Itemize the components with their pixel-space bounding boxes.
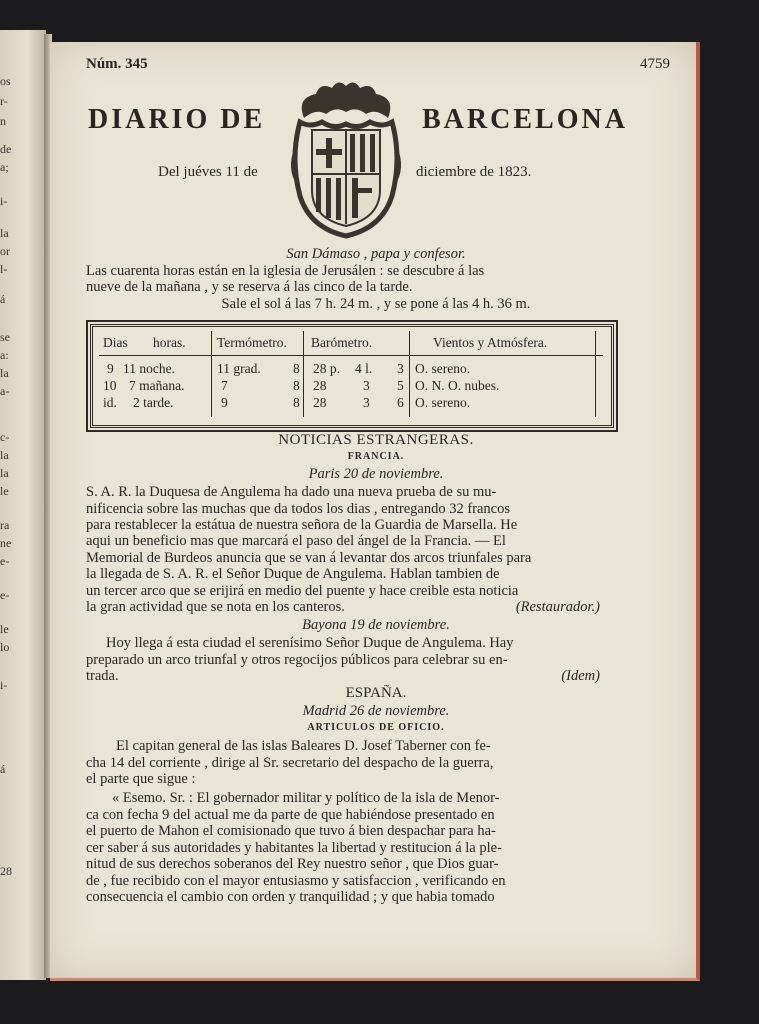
table-cell: 3: [363, 395, 370, 410]
article-line: de , fue recibido con el mayor entusiasmo y satisfaccion , verificando en: [86, 873, 506, 889]
dateline: Madrid 26 de noviembre.: [302, 703, 450, 719]
col-header-dias: Dias: [103, 335, 128, 350]
article-line: nitud de sus derechos soberanos del Rey nuestro señor , que Dios guar-: [86, 856, 499, 872]
table-cell: 7 mañana.: [129, 378, 185, 393]
article-line: el puerto de Mahon el comisionado que tuvo á bien despachar para ha-: [86, 823, 496, 839]
article-line: un tercer arco que se erijirá en medio del puente y hace creible esta noticia: [86, 583, 519, 599]
margin-fragment: la: [0, 466, 9, 480]
article-line: aqui un beneficio mas que marcará el paso del ángel de la Francia. — El: [86, 533, 506, 549]
margin-fragment: la: [0, 448, 9, 462]
article-line: consecuencia el cambio con orden y tranquilidad ; y que habia tomado: [86, 889, 495, 905]
subsection-heading: ARTÍCULOS DE OFICIO.: [307, 722, 445, 733]
table-cell: 8: [293, 378, 300, 393]
table-cell: 5: [397, 378, 404, 393]
margin-fragment: la: [0, 366, 9, 380]
table-cell: O. sereno.: [415, 395, 471, 410]
article-line: cer saber á sus autoridades y habitantes la libertad y restitucion á la ple-: [86, 840, 502, 856]
left-page-edge: [0, 30, 46, 980]
margin-fragment: lo: [0, 640, 10, 654]
margin-fragment: or: [0, 244, 10, 258]
table-cell: 28 p.: [313, 361, 340, 376]
weather-table: [90, 324, 614, 428]
masthead-title-left: DIARIO DE: [88, 104, 266, 135]
source-citation: (Idem): [561, 668, 600, 684]
margin-fragment: a:: [0, 348, 9, 362]
margin-fragment: le: [0, 484, 9, 498]
table-cell: O. sereno.: [415, 361, 471, 376]
margin-fragment: le: [0, 622, 9, 636]
margin-fragment: la: [0, 226, 9, 240]
intro-line: Las cuarenta horas están en la iglesia de Jerusálen : se descubre á las: [86, 263, 485, 279]
article-line: ca con fecha 9 del actual me da parte de que habiéndose presentado en: [86, 807, 495, 823]
article-line: S. A. R. la Duquesa de Angulema ha dado una nueva prueba de su mu-: [86, 484, 497, 500]
col-header-vientos: Vientos y Atmósfera.: [433, 335, 548, 350]
sun-times: Sale el sol á las 7 h. 24 m. , y se pone á las 4 h. 36 m.: [221, 296, 531, 312]
masthead-title-right: BARCELONA: [422, 104, 628, 135]
article-line: nificencia sobre las muchas que da todos los dias , entregando 32 francos: [86, 501, 510, 517]
barcelona-crest-icon: [286, 78, 406, 240]
table-cell: 4 l.: [355, 361, 373, 376]
margin-fragment: c-: [0, 430, 10, 444]
margin-fragment: n: [0, 114, 6, 128]
dateline: Bayona 19 de noviembre.: [302, 617, 450, 633]
margin-fragment: á: [0, 762, 6, 776]
saint-of-day: San Dámaso , papa y confesor.: [286, 246, 466, 262]
section-heading: NOTICIAS ESTRANGERAS.: [278, 432, 474, 448]
table-cell: 28: [313, 378, 327, 393]
col-header-barometro: Barómetro.: [311, 335, 373, 350]
subsection-heading: FRANCIA.: [347, 451, 405, 462]
table-cell: 9: [107, 361, 114, 376]
article-line: para restablecer la estátua de nuestra señora de la Guardia de Marsella. He: [86, 517, 518, 533]
table-cell: 6: [397, 395, 404, 410]
margin-fragment: i-: [0, 194, 8, 208]
margin-fragment: 28: [0, 864, 12, 878]
dateline: Paris 20 de noviembre.: [308, 466, 444, 482]
margin-fragment: os: [0, 74, 11, 88]
source-citation: (Restaurador.): [515, 599, 600, 615]
table-cell: 8: [293, 361, 300, 376]
table-divider: [303, 331, 304, 417]
article-line: El capitan general de las islas Baleares D. Josef Taberner con fe-: [116, 738, 491, 754]
table-cell: 11 grad.: [217, 361, 261, 376]
margin-fragment: ne: [0, 536, 12, 550]
date-right: diciembre de 1823.: [416, 164, 532, 180]
date-left: Del juéves 11 de: [158, 164, 258, 180]
newspaper-page: [50, 42, 700, 981]
article-line: el parte que sigue :: [86, 771, 196, 787]
margin-fragment: r-: [0, 94, 8, 108]
table-cell: 2 tarde.: [133, 395, 174, 410]
margin-fragment: de: [0, 142, 12, 156]
article-line: la llegada de S. A. R. el Señor Duque de Angulema. Hablan tambien de: [86, 566, 500, 582]
col-header-horas: horas.: [153, 335, 186, 350]
table-divider: [211, 331, 212, 417]
table-cell: 7: [221, 378, 228, 393]
margin-fragment: l-: [0, 262, 8, 276]
margin-fragment: se: [0, 330, 10, 344]
table-cell: 9: [221, 395, 228, 410]
table-cell: O. N. O. nubes.: [415, 378, 500, 393]
margin-fragment: a-: [0, 384, 10, 398]
table-cell: 8: [293, 395, 300, 410]
table-rule: [99, 355, 603, 356]
table-cell: 10: [103, 378, 117, 393]
article-line: « Esemo. Sr. : El gobernador militar y político de la isla de Menor-: [112, 790, 500, 806]
article-line: cha 14 del corriente , dirige al Sr. secretario del despacho de la guerra,: [86, 755, 494, 771]
margin-fragment: e-: [0, 554, 10, 568]
table-divider: [409, 331, 410, 417]
article-line: trada.: [86, 668, 119, 684]
margin-fragment: e-: [0, 588, 10, 602]
article-line: Hoy llega á esta ciudad el serenísimo Señor Duque de Angulema. Hay: [106, 635, 514, 651]
table-cell: 11 noche.: [123, 361, 175, 376]
margin-fragment: i-: [0, 678, 8, 692]
table-divider: [595, 331, 596, 417]
page-number: 4759: [640, 56, 670, 72]
table-cell: 28: [313, 395, 327, 410]
issue-number: Núm. 345: [86, 56, 148, 72]
intro-line: nueve de la mañana , y se reserva á las cinco de la tarde.: [86, 279, 413, 295]
table-cell: 3: [363, 378, 370, 393]
section-heading: ESPAÑA.: [345, 685, 407, 701]
margin-fragment: á: [0, 292, 6, 306]
table-cell: id.: [103, 395, 117, 410]
margin-fragment: ra: [0, 518, 10, 532]
article-line: la gran actividad que se nota en los canteros.: [86, 599, 345, 615]
table-cell: 3: [397, 361, 404, 376]
col-header-termometro: Termómetro.: [217, 335, 287, 350]
margin-fragment: a;: [0, 160, 9, 174]
article-line: preparado un arco triunfal y otros regocijos públicos para celebrar su en-: [86, 652, 508, 668]
article-line: Memorial de Burdeos anuncia que se van á levantar dos arcos triunfales para: [86, 550, 532, 566]
